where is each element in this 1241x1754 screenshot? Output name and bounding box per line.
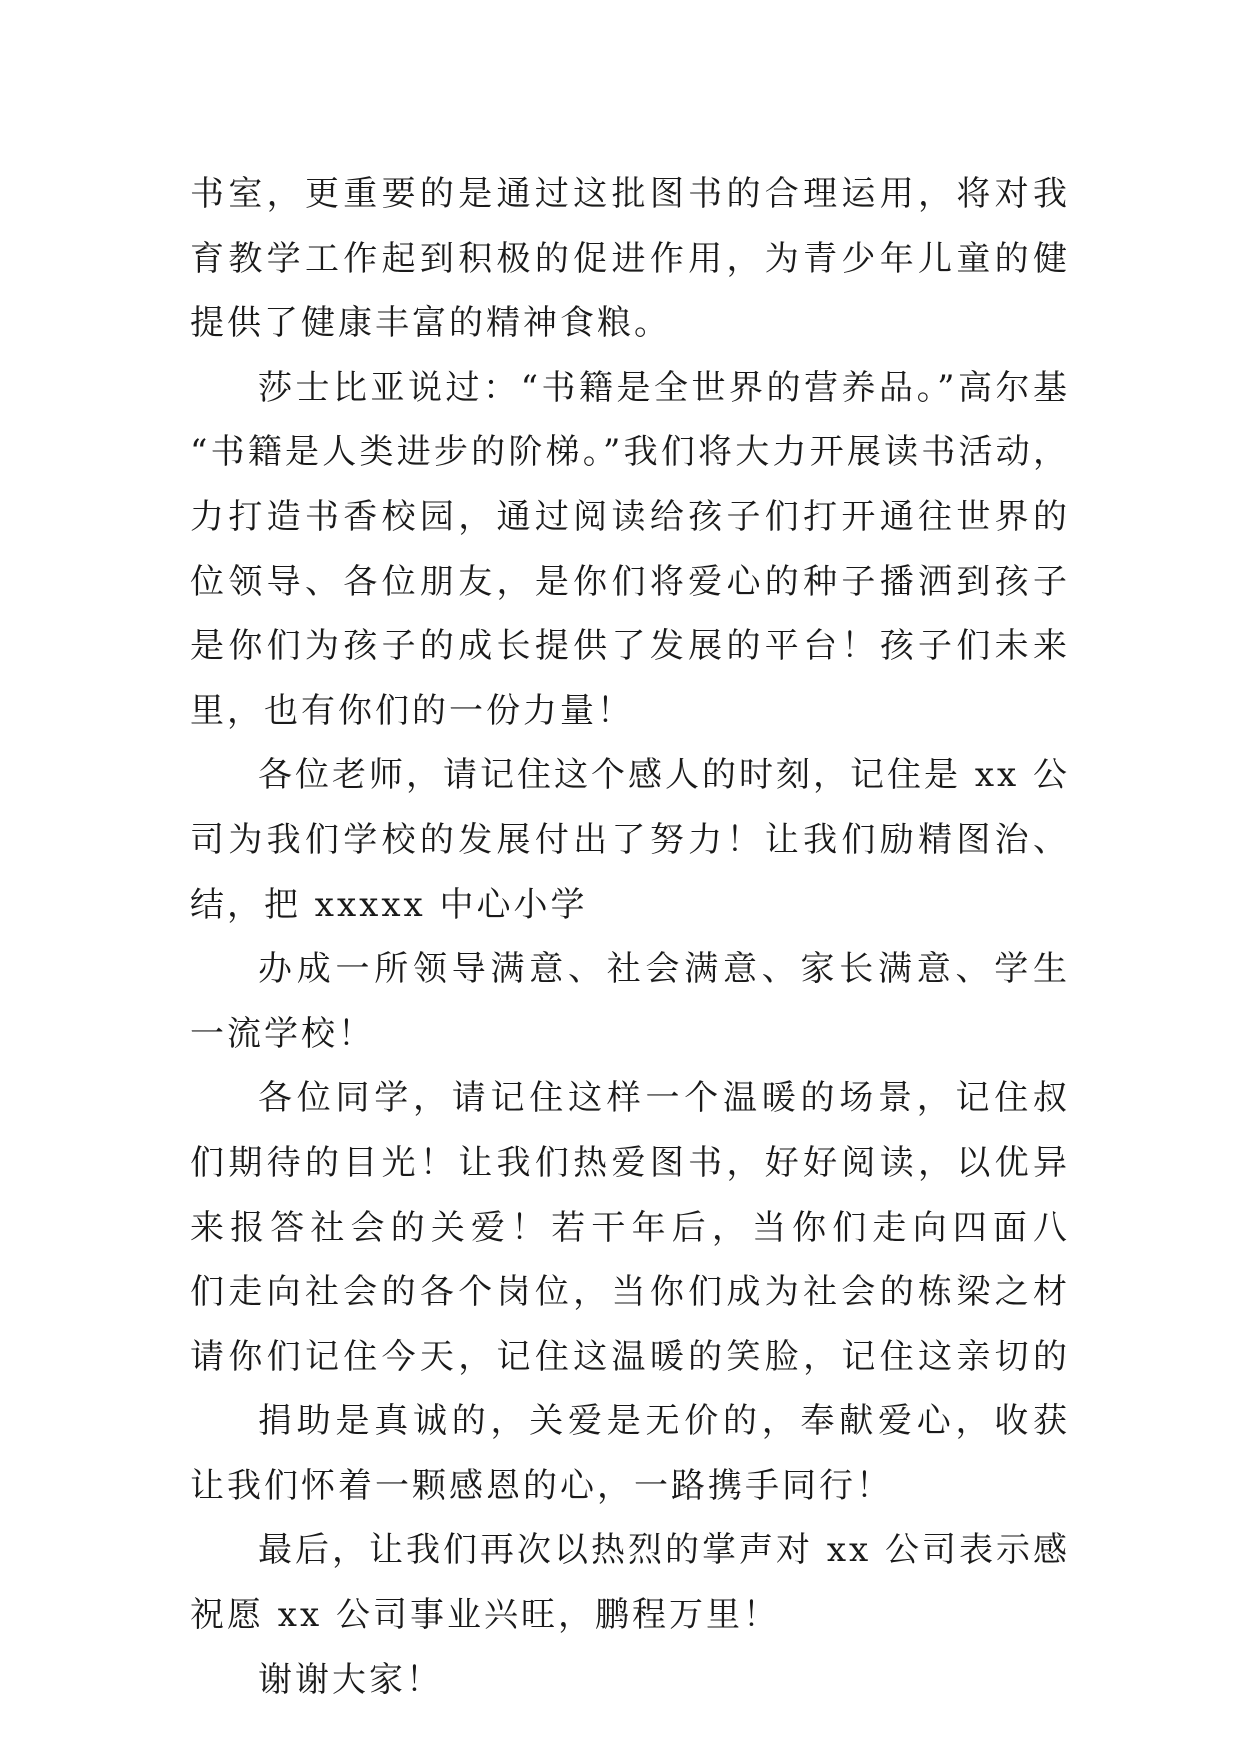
text-line: 谢谢大家！ <box>258 1659 443 1700</box>
text-line: 最后，让我们再次以热烈的掌声对 xx 公司表示感 <box>258 1530 1070 1571</box>
text-line: 力打造书香校园，通过阅读给孩子们打开通往世界的 <box>190 496 1070 537</box>
text-line: 书室，更重要的是通过这批图书的合理运用，将对我 <box>190 174 1070 214</box>
text-line: 莎士比亚说过：“书籍是全世界的营养品。”高尔基 <box>258 367 1070 408</box>
text-line: 里，也有你们的一份力量！ <box>190 690 634 731</box>
text-line: 们走向社会的各个岗位，当你们成为社会的栋梁之材 <box>190 1272 1070 1313</box>
text-line: 是你们为孩子的成长提供了发展的平台！孩子们未来 <box>190 626 1070 667</box>
text-line: 位领导、各位朋友，是你们将爱心的种子播洒到孩子 <box>190 561 1070 602</box>
text-line: “书籍是人类进步的阶梯。”我们将大力开展读书活动， <box>190 432 1070 473</box>
text-line: 各位老师，请记住这个感人的时刻，记住是 xx 公 <box>258 755 1070 796</box>
text-line: 提供了健康丰富的精神食粮。 <box>190 303 671 344</box>
text-line: 让我们怀着一颗感恩的心，一路携手同行！ <box>190 1465 893 1506</box>
text-line: 司为我们学校的发展付出了努力！让我们励精图治、 <box>190 819 1070 860</box>
text-line: 祝愿 xx 公司事业兴旺，鹏程万里！ <box>190 1595 780 1636</box>
text-line: 一流学校！ <box>190 1013 375 1054</box>
text-line: 们期待的目光！让我们热爱图书，好好阅读，以优异 <box>190 1142 1070 1183</box>
text-line: 办成一所领导满意、社会满意、家长满意、学生 <box>258 949 1070 990</box>
text-line: 来报答社会的关爱！若干年后，当你们走向四面八 <box>190 1207 1070 1248</box>
text-line: 请你们记住今天，记住这温暖的笑脸，记住这亲切的 <box>190 1336 1070 1377</box>
text-line: 捐助是真诚的，关爱是无价的，奉献爱心，收获 <box>258 1401 1070 1442</box>
document-body <box>190 162 1070 1712</box>
text-line: 育教学工作起到积极的促进作用，为青少年儿童的健 <box>190 238 1070 279</box>
text-line: 结，把 xxxxx 中心小学 <box>190 884 588 925</box>
text-line: 各位同学，请记住这样一个温暖的场景，记住叔 <box>258 1078 1070 1119</box>
